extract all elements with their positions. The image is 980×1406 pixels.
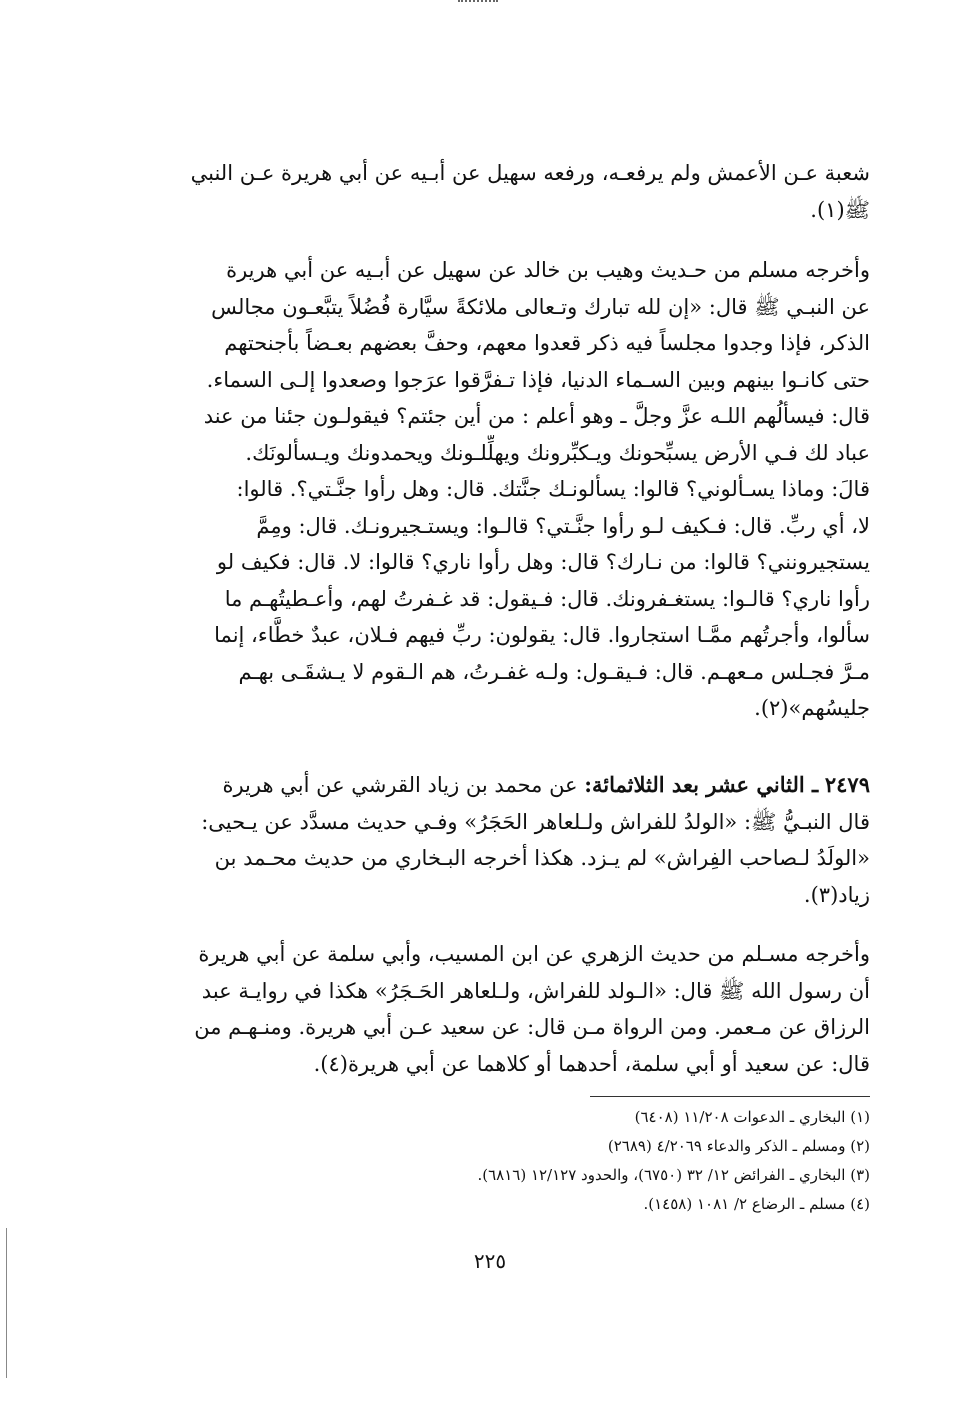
paragraph-4 — [130, 936, 870, 1082]
footnote: (٢) ومسلم ـ الذكر والدعاء ٤/٢٠٦٩ (٢٦٨٩) — [607, 1137, 870, 1155]
text-line: عن محمد بن زياد القرشي عن أبي هريرة — [222, 773, 578, 797]
paragraph-3-hadith-2479 — [130, 767, 870, 913]
text-line: يستجيرونني؟ قالوا: من نـارك؟ قال: وهل رأوا ناري؟ قالوا: لا. قال: فكيف لو — [216, 550, 870, 574]
text-line: قالَ: وماذا يسـألوني؟ قالوا: يسألونـك جنَّتك. قال: وهل رأوا جنَّـتي؟. قالوا: — [236, 477, 870, 501]
page-number: ٢٢٥ — [473, 1249, 507, 1273]
text-line: الذكر، فإذا وجدوا مجلساً فيه ذكر قعدوا معهم، وحفَّ بعضهم بعـضاً بأجنحتهم — [224, 331, 870, 355]
text-line: حتى كانـوا بينهم وبين السـماء الدنيا، فإذا تـفرَّقوا عرَجوا وصعدوا إلـى السماء. — [206, 367, 870, 392]
text-line: «الولَدُ لـصاحب الفِراش» لم يـزد. هكذا أخرجه البـخاري من حديث محـمد بن — [214, 846, 870, 870]
scan-margin-line — [6, 1228, 7, 1378]
text-line: أن رسول الله ﷺ قال: «الـولد للفراش، ولـلعاهر الحَـجَرُ» هكذا في روايـة عبد — [201, 978, 870, 1003]
paragraph-1 — [130, 155, 870, 228]
footnotes-divider — [590, 1096, 870, 1097]
text-line: قال: عن سعيد أو أبي سلمة، أحدهما أو كلاهما عن أبي هريرة(٤). — [313, 1051, 870, 1076]
text-line: الرزاق عن مـعمر. ومن الرواة مـن قال: عن سعيد عـن أبي هريرة. ومنـهـم من — [194, 1015, 870, 1039]
text-line: مـرَّ فجـلس مـعهـم. قال: فـيقـول: ولـه غفـرتُ، هم الـقوم لا يـشقَـى بهـم — [238, 659, 870, 684]
text-line: سألوا، وأجرتُهم ممَّـا استجاروا. قال: يقولون: ربِّ فيهم فـلان، عبدٌ خطَّاء، إنما — [214, 623, 870, 647]
hadith-heading-line — [130, 767, 870, 804]
scan-artifact-mark — [458, 0, 498, 10]
text-line: عباد لك فـي الأرض يسبِّحونك ويـكبِّرونك ويهلِّلـونك ويحمدونك ويـسألونَك. — [245, 440, 870, 465]
text-line: قال: فيسألُهم اللـه عزَّ وجلَّ ـ وهو أعلم : من أين جئتم؟ فيقولـون جئنا من عند — [203, 404, 870, 428]
text-line: شعبة عـن الأعمش ولم يرفعـه، ورفعه سهيل عن أبـيه عن أبي هريرة عـن النبي — [190, 161, 870, 185]
text-line: زياد(٣). — [803, 882, 870, 907]
footnotes — [300, 1103, 870, 1219]
footnote: (١) البخاري ـ الدعوات ١١/٢٠٨ (٦٤٠٨) — [634, 1108, 870, 1126]
footnote: (٣) البخاري ـ الفرائض ١٢/ ٣٢ (٦٧٥٠)، والحدود ١٢/١٢٧ (٦٨١٦). — [477, 1166, 870, 1184]
text-line: وأخرجه مسلم من حـديث وهيب بن خالد عن سهيل عن أبـيه عن أبي هريرة — [226, 258, 870, 282]
paragraph-2 — [130, 252, 870, 727]
text-line: وأخرجه مسـلم من حديث الزهري عن ابن المسيب، وأبي سلمة عن أبي هريرة — [198, 942, 870, 966]
text-line: ﷺ(١). — [810, 197, 870, 222]
text-line: رأوا ناري؟ قالـوا: يستغـفرونك. قال: فـيقول: قد غـفرتُ لهم، وأعـطيتُهـم ما — [224, 586, 870, 611]
text-line: عن النبـي ﷺ قال: «إن لله تبارك وتـعالى ملائكةً سيَّارة فُضُلاً يتبَّعـون مجالس — [211, 294, 870, 319]
footnote: (٤) مسلم ـ الرضاع ٢/ ١٠٨١ (١٤٥٨). — [643, 1195, 870, 1213]
hadith-heading: ـ الثاني عشر بعد الثلاثمائة: — [584, 772, 819, 797]
text-line: جليسُهم»(٢). — [754, 696, 870, 720]
text-line: قال النبـيُّ ﷺ: «الولدُ للفراش ولـلعاهر الحَجَرُ» وفـي حديث مسدَّد عن يـحيى: — [201, 809, 870, 834]
hadith-number: ٢٤٧٩ — [824, 772, 870, 797]
text-line: لا، أي ربِّ. قال: فـكيف لـو رأوا جنَّـتي؟ قالـوا: ويستـجيرونـك. قال: ومِمَّ — [256, 513, 870, 538]
